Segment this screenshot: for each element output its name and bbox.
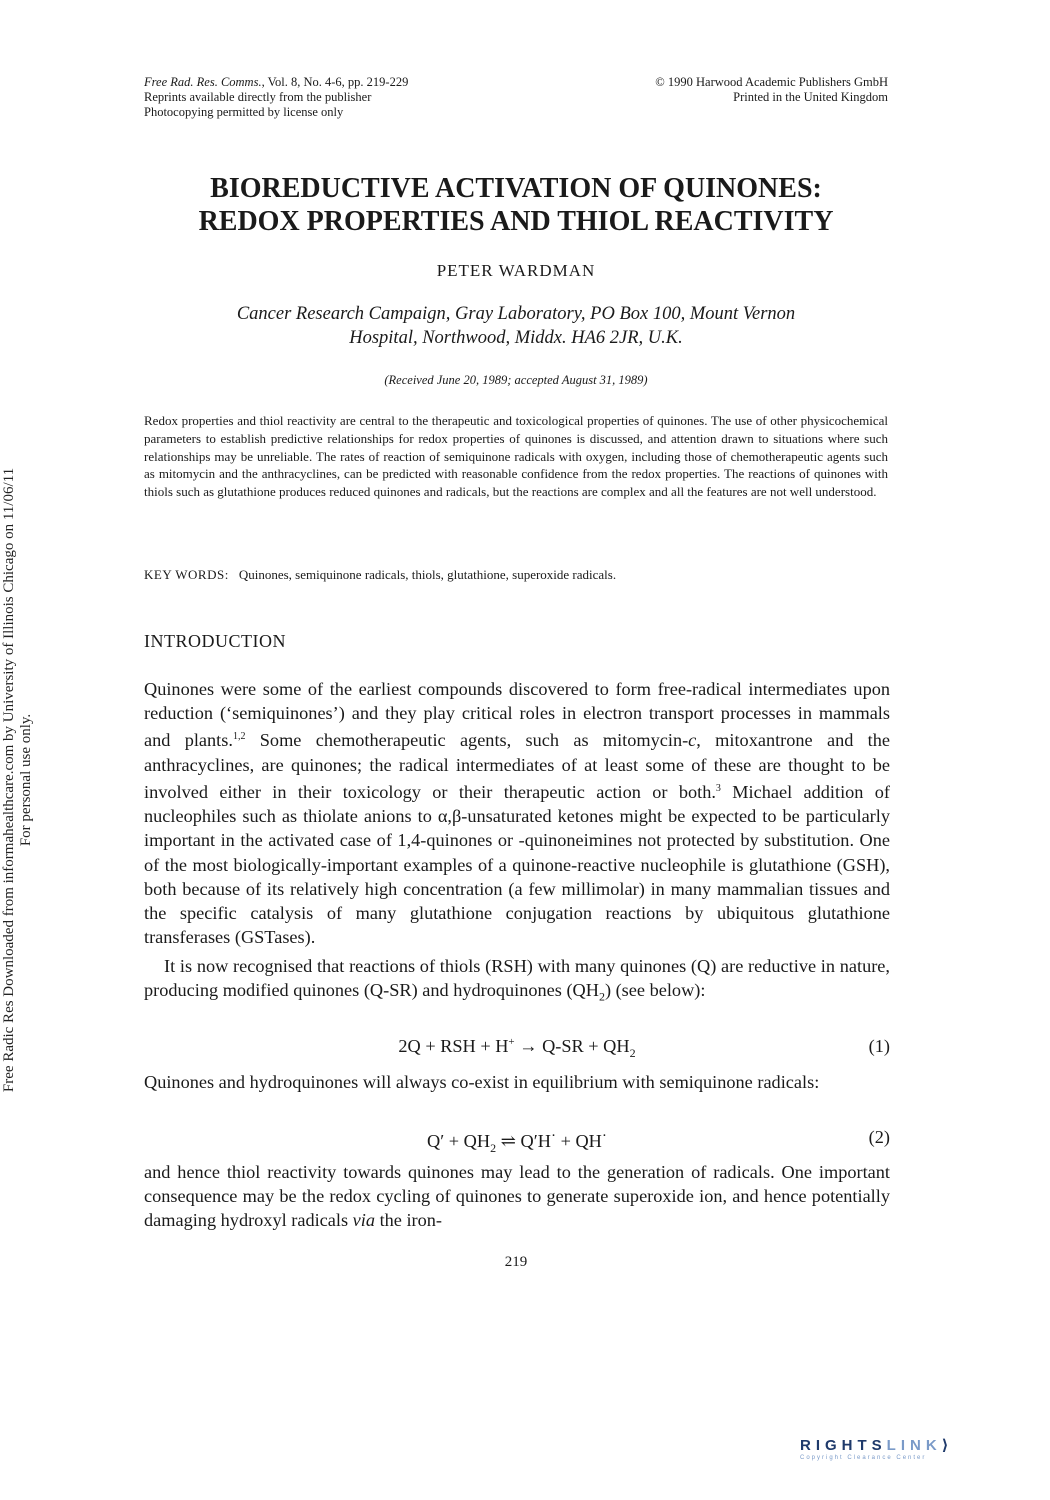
p4-text-a: and hence thiol reactivity towards quinones may lead to the generation of radicals. One important consequence may be the redox cycling of quinones to generate superoxide ion, and hence potentially damaging hydroxyl radicals xyxy=(144,1162,890,1231)
copyright-line: © 1990 Harwood Academic Publishers GmbH xyxy=(655,75,888,89)
eq1-sup: + xyxy=(508,1036,515,1048)
received-dates: (Received June 20, 1989; accepted August 31, 1989) xyxy=(384,373,648,387)
journal-header xyxy=(144,75,564,120)
rightslink-wordmark xyxy=(800,1436,1030,1454)
keywords-label: KEY WORDS: xyxy=(144,567,229,582)
eq2-dot-1: · xyxy=(550,1127,557,1144)
reprints-line: Reprints available directly from the publisher xyxy=(144,90,372,104)
rightslink-bracket-icon: ⟩ xyxy=(941,1437,954,1454)
eq1-sub: 2 xyxy=(629,1045,636,1060)
eq2-arrow: ⇌ xyxy=(496,1131,521,1152)
p1-text-c: , mitoxantrone and the anthracyclines, are quinones; the radical intermediates of at least some of these are thought to be involved either in their toxicology or their therapeutic action or both. xyxy=(144,730,890,802)
article-title xyxy=(144,172,888,238)
p1-text-d: Michael addition of nucleophiles such as thiolate anions to α,β-unsaturated ketones might be expected to be particularly important in the activated case of 1,4-quinones or -quinoneimines not protected by substitution. One of the most biologically-important examples of a quinone-reactive nucleophile is glutathione (GSH), both because of its relatively high concentration (a few millimolar) in many mammalian tissues and the specific catalysis of many glutathione conjugation reactions by ubiquitous glutathione transferases (GSTases). xyxy=(144,782,891,948)
reference-1-2: 1,2 xyxy=(232,731,246,743)
affiliation-line-1: Cancer Research Campaign, Gray Laboratory, PO Box 100, Mount Vernon xyxy=(236,304,796,324)
eq1-lhs: 2Q + RSH + H xyxy=(398,1036,509,1057)
affiliation xyxy=(144,302,888,350)
watermark-line-2: For personal use only. xyxy=(18,713,34,847)
eq1-arrow: → xyxy=(514,1036,543,1057)
equation-2-body xyxy=(144,1127,890,1156)
title-line-1: BIOREDUCTIVE ACTIVATION OF QUINONES: xyxy=(210,173,822,204)
rightslink-subtitle: Copyright Clearance Center xyxy=(800,1455,927,1461)
p4-text-b: the iron- xyxy=(375,1210,443,1231)
journal-name: Free Rad. Res. Comms. xyxy=(144,75,262,89)
equation-1 xyxy=(144,1036,890,1060)
citation-line xyxy=(144,75,564,90)
paragraph-3: Quinones and hydroquinones will always co-exist in equilibrium with semiquinone radicals: xyxy=(144,1072,820,1092)
keywords-text: Quinones, semiquinone radicals, thiols, glutathione, superoxide radicals. xyxy=(238,567,617,582)
p1-italic-c: c xyxy=(688,730,697,751)
p2-text-a: It is now recognised that reactions of thiols (RSH) with many quinones (Q) are reductive in nature, producing modified quinones (Q-SR) and hydroquinones (QH xyxy=(144,956,890,1001)
publisher-header xyxy=(560,75,888,105)
download-watermark-text xyxy=(1,468,35,1092)
affiliation-line-2: Hospital, Northwood, Middx. HA6 2JR, U.K. xyxy=(349,328,683,348)
eq2-sub: 2 xyxy=(490,1140,497,1155)
paragraph-4 xyxy=(144,1160,890,1233)
watermark-line-1: Free Radic Res Downloaded from informahealthcare.com by University of Illinois Chicago on 11/06/11 xyxy=(1,467,17,1093)
section-heading: INTRODUCTION xyxy=(144,631,286,651)
download-watermark xyxy=(1,467,42,1093)
p2-text-b: ) (see below): xyxy=(604,980,706,1001)
eq1-rhs: Q-SR + QH xyxy=(542,1036,630,1057)
paragraph-2 xyxy=(144,954,890,1009)
title-line-2: REDOX PROPERTIES AND THIOL REACTIVITY xyxy=(198,206,834,237)
equation-1-number: (1) xyxy=(868,1036,890,1056)
equation-2 xyxy=(144,1127,890,1155)
author-name: PETER WARDMAN xyxy=(436,261,596,280)
abstract: Redox properties and thiol reactivity are central to the therapeutic and toxicological properties of quinones. The use of other physicochemical parameters to establish predictive relationships for redox properties of quinones is discussed, and attention drawn to situations where such relationships may be unreliable. The rates of reaction of semiquinone radicals with oxygen, including those of chemotherapeutic agents such as mitomycin and the anthracyclines, can be predicted with reasonable confidence from the redox properties. The reactions of quinones with thiols such as glutathione produces reduced quinones and radicals, but the reactions are complex and all the features are not well understood. xyxy=(144,413,888,500)
printed-line: Printed in the United Kingdom xyxy=(733,90,888,104)
eq2-lhs: Q′ + QH xyxy=(427,1131,491,1152)
p1-text-a: Quinones were some of the earliest compounds discovered to form free-radical intermediates upon reduction (‘semiquinones’) and they play critical roles in electron transport processes in mammals and plants. xyxy=(144,679,890,751)
paragraph-1 xyxy=(144,677,890,949)
eq2-dot-2: · xyxy=(601,1127,607,1144)
p1-text-b: Some chemotherapeutic agents, such as mitomycin- xyxy=(245,730,689,751)
rightslink-link: LINK xyxy=(886,1437,942,1454)
citation: , Vol. 8, No. 4-6, pp. 219-229 xyxy=(261,75,409,89)
rightslink-rights: RIGHTS xyxy=(800,1437,887,1454)
page-number: 219 xyxy=(504,1254,528,1270)
photocopying-line: Photocopying permitted by license only xyxy=(144,105,344,119)
keywords xyxy=(144,567,888,583)
equation-1-body xyxy=(144,1036,890,1061)
p2-subscript: 2 xyxy=(598,989,605,1004)
reference-3: 3 xyxy=(715,782,721,794)
equation-2-number: (2) xyxy=(868,1127,890,1147)
rightslink-logo xyxy=(800,1436,1030,1476)
eq2-rhs-b: + QH xyxy=(556,1131,602,1152)
p4-italic: via xyxy=(352,1210,375,1231)
eq2-rhs-a: Q′H xyxy=(520,1131,551,1152)
